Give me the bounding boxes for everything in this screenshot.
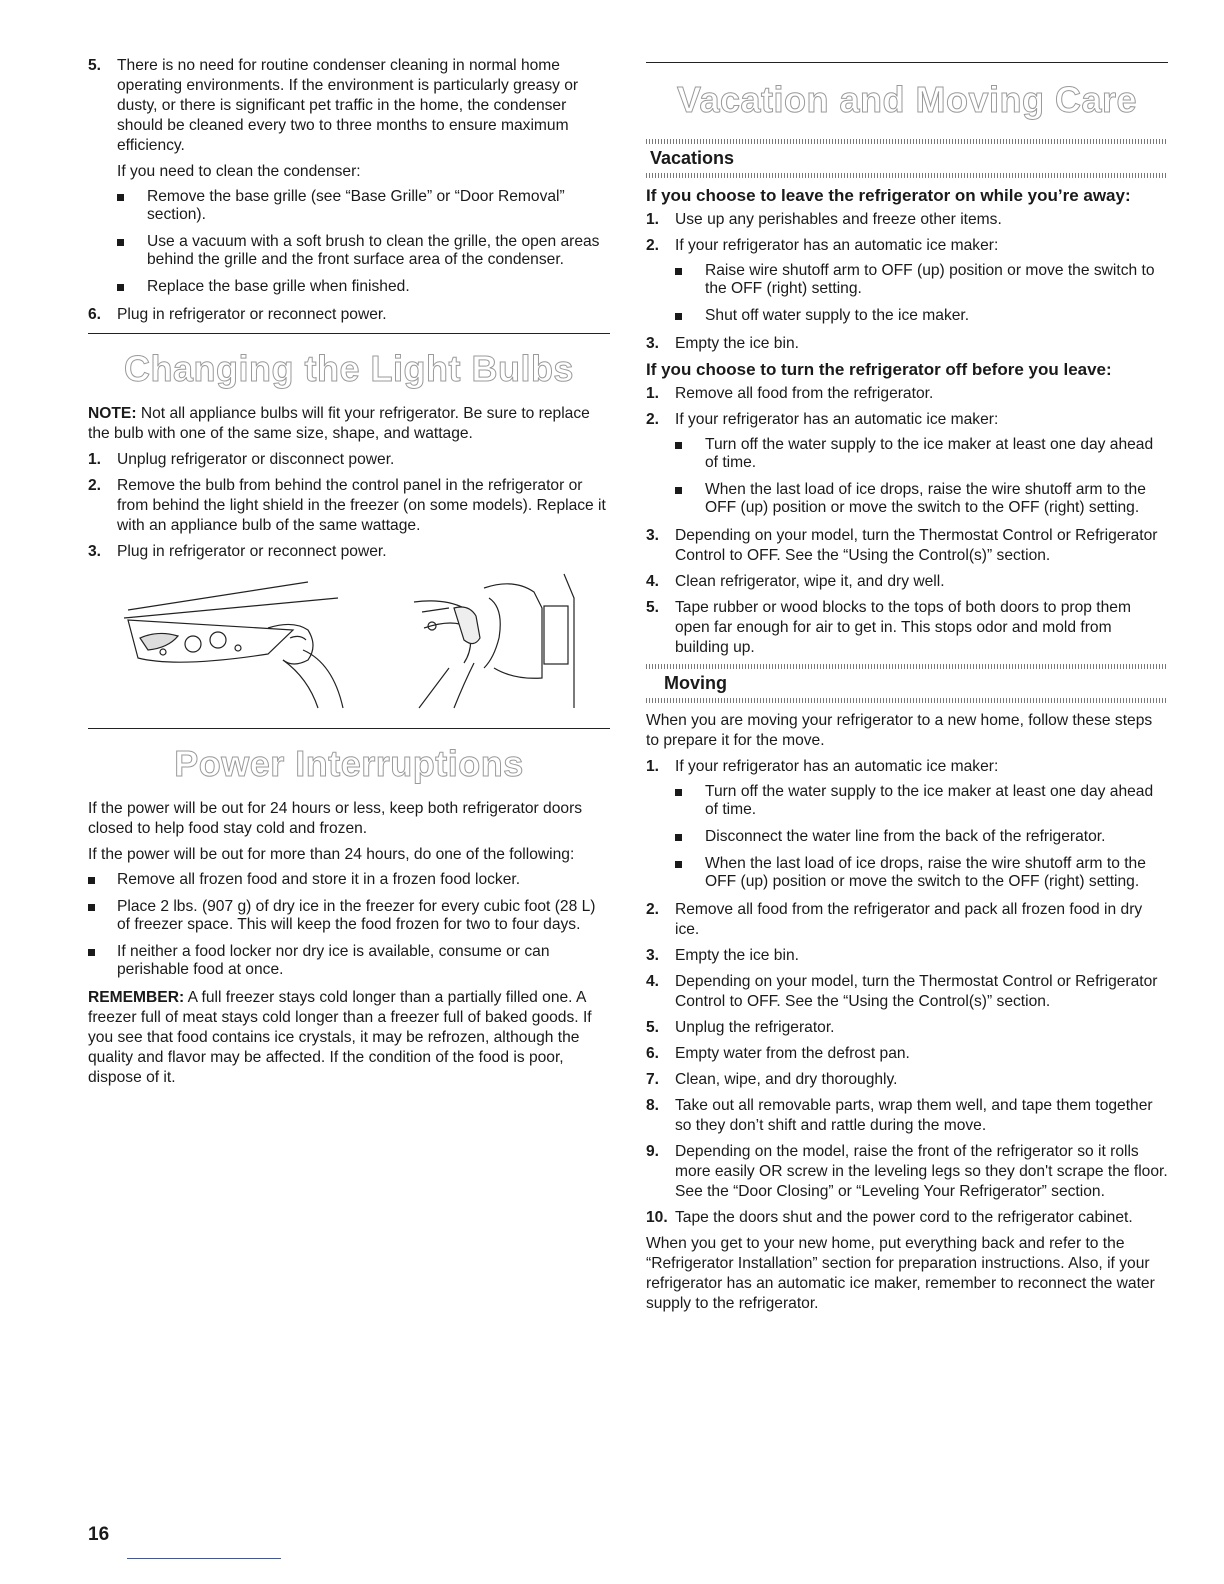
left-column xyxy=(88,56,610,1094)
item-text: Depending on your model, turn the Thermostat Control or Refrigerator Control to OFF. See the “Using the Control(s)” section. xyxy=(675,973,1158,1010)
item-number: 2. xyxy=(646,901,660,918)
list-item xyxy=(646,757,1168,777)
bullet-icon xyxy=(675,861,682,868)
list-item xyxy=(646,210,1168,230)
bullet-icon xyxy=(117,239,124,246)
bullet-icon xyxy=(675,834,682,841)
item-number: 2. xyxy=(88,477,102,494)
section-title-power-interruptions: Power Interruptions xyxy=(174,743,524,784)
list-item xyxy=(646,236,1168,256)
bullet-icon xyxy=(88,877,95,884)
footer-line xyxy=(127,1558,281,1559)
bullet-item xyxy=(646,828,1168,846)
item-text: Unplug the refrigerator. xyxy=(675,1019,835,1036)
item-number: 6. xyxy=(646,1045,660,1062)
item-text: If your refrigerator has an automatic ice maker: xyxy=(675,237,999,254)
bullet-text: Disconnect the water line from the back of the refrigerator. xyxy=(705,828,1106,845)
right-column xyxy=(646,62,1168,1320)
list-item xyxy=(646,1044,1168,1064)
item-number: 3. xyxy=(646,335,660,352)
list-item xyxy=(646,1142,1168,1202)
bullet-text: Turn off the water supply to the ice maker at least one day ahead of time. xyxy=(705,436,1154,471)
bullet-icon xyxy=(88,949,95,956)
bullet-text: Shut off water supply to the ice maker. xyxy=(705,307,970,324)
subsection-rule xyxy=(646,698,1168,703)
item-text: Clean, wipe, and dry thoroughly. xyxy=(675,1071,898,1088)
list-item xyxy=(646,598,1168,658)
paragraph: When you get to your new home, put everything back and refer to the “Refrigerator Installation” section for preparation instructions. Also, if your refrigerator has an automatic ice maker, remember to reconnect the water supply to the refrigerator. xyxy=(646,1235,1155,1312)
list-item xyxy=(646,900,1168,940)
bullet-item xyxy=(88,278,610,296)
subheading: If you choose to leave the refrigerator on while you’re away: xyxy=(646,186,1131,205)
page-number: 16 xyxy=(88,1524,110,1545)
light-bulb-illustrations xyxy=(88,568,610,718)
bullet-icon xyxy=(117,284,124,291)
note-label: NOTE: xyxy=(88,405,137,422)
bullet-item xyxy=(88,871,610,889)
item-text: Empty the ice bin. xyxy=(675,947,799,964)
paragraph: If the power will be out for 24 hours or less, keep both refrigerator doors closed to help food stay cold and frozen. xyxy=(88,800,583,837)
item-number: 1. xyxy=(646,758,660,775)
bullet-item xyxy=(646,481,1168,517)
list-item xyxy=(646,526,1168,566)
bullet-item xyxy=(88,943,610,979)
item-text: Empty the ice bin. xyxy=(675,335,799,352)
item-number: 4. xyxy=(646,573,660,590)
subsection-heading-vacations: Vacations xyxy=(650,148,735,168)
item-number: 5. xyxy=(88,57,102,74)
bullet-text: When the last load of ice drops, raise the wire shutoff arm to the OFF (up) position or move the switch to the OFF (right) setting. xyxy=(705,855,1146,890)
item-text: Depending on the model, raise the front of the refrigerator so it rolls more easily OR screw in the leveling legs so they don't scrape the floor. See the “Door Closing” or “Leveling Your Refrigerator” section. xyxy=(675,1143,1168,1200)
section-title-light-bulbs: Changing the Light Bulbs xyxy=(124,348,574,389)
section-divider xyxy=(88,333,610,334)
item-number: 1. xyxy=(88,451,102,468)
section-divider xyxy=(646,62,1168,63)
item-text: Remove the bulb from behind the control panel in the refrigerator or from behind the light shield in the freezer (on some models). Replace it with an appliance bulb of the same wattage. xyxy=(117,477,606,534)
item-text: Tape rubber or wood blocks to the tops of both doors to prop them open far enough for air to get in. This stops odor and mold from building up. xyxy=(675,599,1131,656)
item-number: 3. xyxy=(646,527,660,544)
item-text: If your refrigerator has an automatic ice maker: xyxy=(675,411,999,428)
bullet-text: If neither a food locker nor dry ice is available, consume or can perishable food at once. xyxy=(117,943,550,978)
item-number: 3. xyxy=(88,543,102,560)
list-item xyxy=(646,946,1168,966)
item-number: 4. xyxy=(646,973,660,990)
item-number: 9. xyxy=(646,1143,660,1160)
list-item xyxy=(646,384,1168,404)
bullet-icon xyxy=(675,268,682,275)
item-text: Use up any perishables and freeze other items. xyxy=(675,211,1002,228)
item-text: Clean refrigerator, wipe it, and dry well. xyxy=(675,573,945,590)
bullet-icon xyxy=(117,194,124,201)
remember-label: REMEMBER: xyxy=(88,989,185,1006)
bullet-icon xyxy=(675,789,682,796)
list-item xyxy=(88,542,610,562)
item-number: 2. xyxy=(646,411,660,428)
note-paragraph xyxy=(88,404,610,444)
bullet-item xyxy=(646,262,1168,298)
bullet-item xyxy=(88,188,610,224)
item-text: Unplug refrigerator or disconnect power. xyxy=(117,451,395,468)
item-number: 8. xyxy=(646,1097,660,1114)
bullet-item xyxy=(88,898,610,934)
item-number: 1. xyxy=(646,385,660,402)
item-number: 7. xyxy=(646,1071,660,1088)
item-text: Empty water from the defrost pan. xyxy=(675,1045,910,1062)
item-number: 10. xyxy=(646,1209,668,1226)
list-item xyxy=(88,305,610,325)
item-text: Remove all food from the refrigerator and pack all frozen food in dry ice. xyxy=(675,901,1143,938)
bullet-text: Replace the base grille when finished. xyxy=(147,278,410,295)
item-number: 5. xyxy=(646,1019,660,1036)
list-item xyxy=(88,450,610,470)
list-item xyxy=(646,572,1168,592)
bullet-item xyxy=(88,233,610,269)
list-item xyxy=(646,1070,1168,1090)
item-number: 3. xyxy=(646,947,660,964)
bullet-item xyxy=(646,855,1168,891)
paragraph: If you need to clean the condenser: xyxy=(117,163,361,180)
subheading: If you choose to turn the refrigerator off before you leave: xyxy=(646,360,1112,379)
item-text: Take out all removable parts, wrap them well, and tape them together so they don’t shift and rattle during the move. xyxy=(675,1097,1153,1134)
item-text: Remove all food from the refrigerator. xyxy=(675,385,934,402)
item-text: There is no need for routine condenser cleaning in normal home operating environments. If the environment is particularly greasy or dusty, or there is significant pet traffic in the home, the condenser should be cleaned every two to three months to ensure maximum efficiency. xyxy=(117,57,579,154)
paragraph: When you are moving your refrigerator to a new home, follow these steps to prepare it for the move. xyxy=(646,712,1153,749)
section-divider xyxy=(88,728,610,729)
bullet-text: Remove the base grille (see “Base Grille” or “Door Removal” section). xyxy=(147,188,565,223)
item-text: Tape the doors shut and the power cord to the refrigerator cabinet. xyxy=(675,1209,1133,1226)
list-item xyxy=(88,476,610,536)
bullet-icon xyxy=(675,313,682,320)
control-panel-bulb-illustration xyxy=(118,568,358,718)
item-number: 1. xyxy=(646,211,660,228)
bullet-icon xyxy=(675,487,682,494)
section-title-vacation-moving: Vacation and Moving Care xyxy=(676,79,1138,120)
bullet-item xyxy=(646,307,1168,325)
note-text: Not all appliance bulbs will fit your refrigerator. Be sure to replace the bulb with one of the same size, shape, and wattage. xyxy=(88,405,590,442)
bullet-icon xyxy=(88,904,95,911)
list-item xyxy=(646,334,1168,354)
subsection-rule xyxy=(646,173,1168,178)
bullet-text: Place 2 lbs. (907 g) of dry ice in the freezer for every cubic foot (28 L) of freezer space. This will keep the food frozen for two to four days. xyxy=(117,898,596,933)
bullet-text: Use a vacuum with a soft brush to clean the grille, the open areas behind the grille and the front surface area of the condenser. xyxy=(147,233,600,268)
item-text: Depending on your model, turn the Thermostat Control or Refrigerator Control to OFF. See the “Using the Control(s)” section. xyxy=(675,527,1158,564)
item-number: 5. xyxy=(646,599,660,616)
subsection-heading-moving: Moving xyxy=(664,673,727,693)
item-text: If your refrigerator has an automatic ice maker: xyxy=(675,758,999,775)
bullet-item xyxy=(646,783,1168,819)
bullet-text: Turn off the water supply to the ice maker at least one day ahead of time. xyxy=(705,783,1154,818)
list-item xyxy=(646,410,1168,430)
remember-text: A full freezer stays cold longer than a partially filled one. A freezer full of meat stays cold longer than a freezer full of baked goods. If you see that food contains ice crystals, it may be refrozen, although the quality and flavor may be affected. If the condition of the food is poor, dispose of it. xyxy=(88,989,592,1086)
list-item xyxy=(88,56,610,156)
list-item xyxy=(646,1096,1168,1136)
light-shield-bulb-illustration xyxy=(394,568,594,718)
bullet-text: When the last load of ice drops, raise the wire shutoff arm to the OFF (up) position or move the switch to the OFF (right) setting. xyxy=(705,481,1146,516)
list-item xyxy=(646,1018,1168,1038)
remember-paragraph xyxy=(88,988,610,1088)
paragraph: If the power will be out for more than 24 hours, do one of the following: xyxy=(88,846,575,863)
bullet-icon xyxy=(675,442,682,449)
bullet-text: Raise wire shutoff arm to OFF (up) position or move the switch to the OFF (right) setting. xyxy=(705,262,1155,297)
list-item xyxy=(646,972,1168,1012)
item-number: 6. xyxy=(88,306,102,323)
bullet-item xyxy=(646,436,1168,472)
list-item xyxy=(646,1208,1168,1228)
item-number: 2. xyxy=(646,237,660,254)
item-text: Plug in refrigerator or reconnect power. xyxy=(117,543,387,560)
bullet-text: Remove all frozen food and store it in a frozen food locker. xyxy=(117,871,521,888)
item-text: Plug in refrigerator or reconnect power. xyxy=(117,306,387,323)
